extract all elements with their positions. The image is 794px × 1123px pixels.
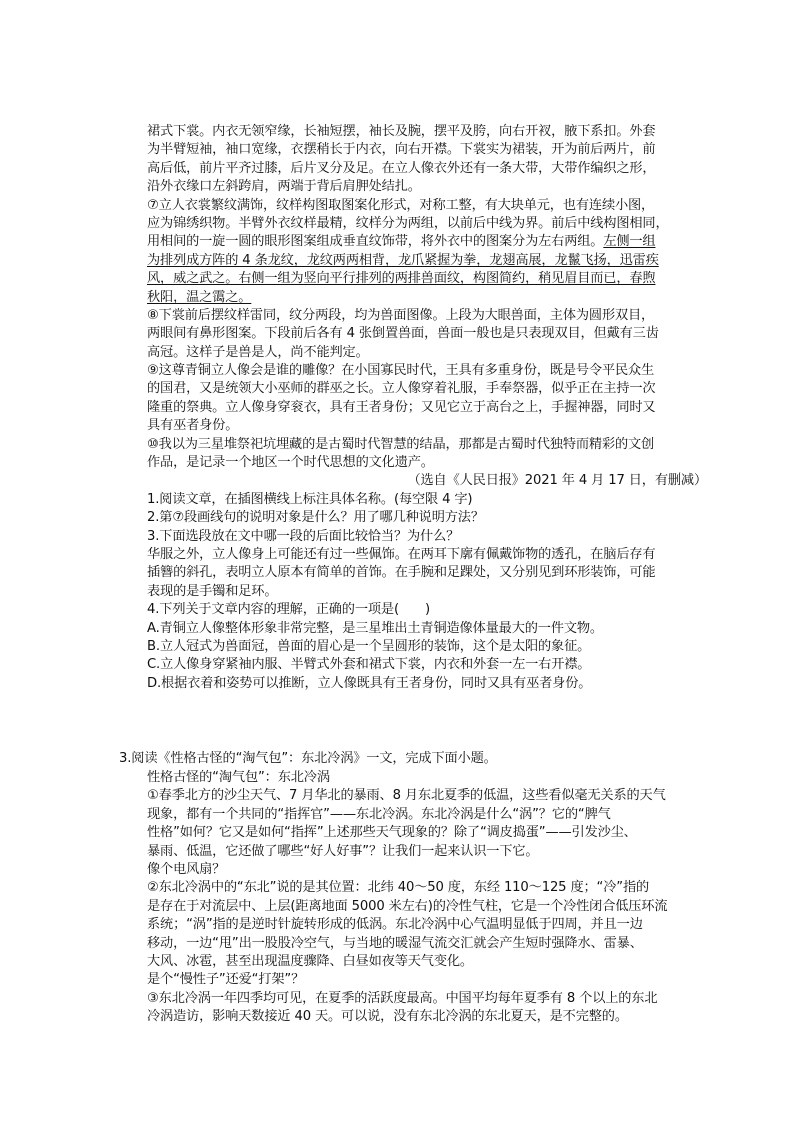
paragraph-8-line: 两眼间有鼻形图案。下段前后各有 4 张倒置兽面，兽面一般也是只表现双目，但戴有三齿 xyxy=(147,326,659,342)
paragraph-10-line: ⑩我以为三星堆祭祀坑埋藏的是古蜀时代智慧的结晶，那都是古蜀时代独特而精彩的文创 xyxy=(147,436,655,452)
paragraph-7-line xyxy=(147,252,707,270)
paragraph-10-line: 作品，是记录一个地区一个时代思想的文化遗产。 xyxy=(147,455,434,471)
option-line: D.根据衣着和姿势可以推断，立人像既具有王者身份，同时又具有巫者身份。 xyxy=(147,675,592,691)
paragraph-6-line: 沿外衣缘口左斜跨肩，两端于背后肩胛处结扎。 xyxy=(147,179,421,195)
paragraph-7-line xyxy=(147,270,707,288)
article-section-2 xyxy=(147,769,707,1026)
question-line: 2.第⑦段画线句的说明对象是什么？用了哪几种说明方法？ xyxy=(147,510,484,526)
paragraph-6-line: 裙式下裳。内衣无领窄缘，长袖短摆，袖长及腕，摆平及胯，向右开衩，腋下系扣。外套 xyxy=(147,124,656,139)
paragraph-2-line: ②东北冷涡中的“东北”说的是其位置：北纬 40～50 度，东经 110～125 度；“冷”指的 xyxy=(147,880,650,896)
underlined-sentence: 秋阳，温之霭之。 xyxy=(147,289,252,305)
paragraph-7-line xyxy=(147,289,707,307)
paragraph-2-line: 是存在于对流层中、上层(距离地面 5000 米左右)的冷性气柱，它是一个冷性闭合低压环流 xyxy=(147,898,668,914)
paragraph-8-line: 高冠。这样子是兽是人，尚不能判定。 xyxy=(147,344,369,360)
article-title: 性格古怪的“淘气包”：东北冷涡 xyxy=(147,770,330,785)
source-citation: （选自《人民日报》2021 年 4 月 17 日，有删减） xyxy=(407,473,707,489)
paragraph-9-line: 隆重的祭典。立人像身穿衮衣，具有王者身份；又见它立于高台之上，手握神器，同时又 xyxy=(147,399,656,415)
paragraph-1-line: 性格”如何？它又是如何“指挥”上述那些天气现象的？除了“调皮捣蛋”——引发沙尘、 xyxy=(147,825,637,841)
excerpt-line: 插簪的斜孔，表明立人原本有简单的首饰。在手腕和足踝处，又分别见到环形装饰，可能 xyxy=(147,565,656,581)
paragraph-7-line: 应为锦绣织物。半臂外衣纹样最精，纹样分为两组，以前后中线为界。前后中线构图相同， xyxy=(147,215,669,231)
paragraph-3-line: 冷涡造访，影响天数接近 40 天。可以说，没有东北冷涡的东北夏天，是不完整的。 xyxy=(147,1009,628,1025)
paragraph-2-line: 移动，一边“甩”出一股股冷空气，与当地的暖湿气流交汇就会产生短时强降水、雷暴、 xyxy=(147,935,643,951)
paragraph-1-line: ①春季北方的沙尘天气、7 月华北的暴雨、8 月东北夏季的低温，这些看似毫无关系的天气 xyxy=(147,788,666,804)
question-line: 4.下列关于文章内容的理解，正确的一项是( ) xyxy=(147,602,431,618)
subheading: 像个电风扇？ xyxy=(147,861,226,877)
paragraph-1-line: 现象，都有一个共同的“指挥官”——东北冷涡。东北冷涡是什么“涡”？它的“脾气 xyxy=(147,806,611,822)
option-line: C.立人像身穿紧袖内服、半臂式外套和裙式下裳，内衣和外套一左一右开襟。 xyxy=(147,657,591,673)
paragraph-9-line: 具有巫者身份。 xyxy=(147,418,239,434)
option-line: A.青铜立人像整体形象非常完整，是三星堆出土青铜造像体量最大的一件文物。 xyxy=(147,620,603,636)
underlined-sentence: 风，威之武之。右侧一组为竖向平行排列的两排兽面纹，构图简约，稍见眉目而已，春煦 xyxy=(147,271,656,287)
paragraph-7-line: ⑦立人衣裳繁纹满饰，纹样构图取图案化形式，对称工整，有大块单元，也有连续小图， xyxy=(147,197,655,213)
question-line: 3.下面选段放在文中哪一段的后面比较恰当？为什么？ xyxy=(147,528,460,544)
question-line: 1.阅读文章，在插图横线上标注具体名称。(每空限 4 字) xyxy=(147,491,473,507)
paragraph-1-line: 暴雨、低温，它还做了哪些“好人好事”？让我们一起来认识一下它。 xyxy=(147,843,539,859)
paragraph-7-text: 用相间的一旋一圆的眼形图案组成垂直纹饰带，将外衣中的图案分为左右两组。 xyxy=(147,234,604,250)
underlined-sentence: 左侧一组 xyxy=(603,234,656,250)
excerpt-line: 表现的是手镯和足环。 xyxy=(147,583,278,599)
paragraph-7-line xyxy=(147,233,707,251)
paragraph-2-line: 系统；“涡”指的是逆时针旋转形成的低涡。东北冷涡中心气温明显低于四周，并且一边 xyxy=(147,917,643,933)
underlined-sentence: 为排列成方阵的 4 条龙纹，龙纹两两相背，龙爪紧握为拳，龙翅高展，龙鬣飞扬，迅雷疾 xyxy=(147,252,659,268)
question-3-heading: 3.阅读《性格古怪的“淘气包”：东北冷涡》一文，完成下面小题。 xyxy=(119,751,497,766)
paragraph-9-line: 的国君，又是统领大小巫师的群巫之长。立人像穿着礼服，手奉祭器，似乎正在主持一次 xyxy=(147,381,656,397)
option-line: B.立人冠式为兽面冠，兽面的眉心是一个呈圆形的装饰，这个是太阳的象征。 xyxy=(147,638,591,654)
paragraph-2-line: 大风、冰雹，甚至出现温度骤降、白昼如夜等天气变化。 xyxy=(147,953,473,969)
subheading: 是个“慢性子”还爱“打架”？ xyxy=(147,972,305,988)
paragraph-6-line: 为半臂短袖，袖口宽缘，衣摆稍长于内衣，向右开襟。下裳实为裙装，开为前后两片，前 xyxy=(147,142,656,158)
article-section-1 xyxy=(147,123,707,693)
paragraph-8-line: ⑧下裳前后摆纹样雷同，纹分两段，均为兽面图像。上段为大眼兽面，主体为圆形双目， xyxy=(147,307,655,323)
paragraph-3-line: ③东北冷涡一年四季均可见，在夏季的活跃度最高。中国平均每年夏季有 8 个以上的东北 xyxy=(147,990,658,1006)
excerpt-line: 华服之外，立人像身上可能还有过一些佩饰。在两耳下廓有佩戴饰物的透孔，在脑后存有 xyxy=(147,546,656,562)
paragraph-6-line: 高后低，前片平齐过膝，后片叉分及足。在立人像衣外还有一条大带，大带作编织之形， xyxy=(147,160,656,176)
paragraph-9-line: ⑨这尊青铜立人像会是谁的雕像？在小国寡民时代，王具有多重身份，既是号令平民众生 xyxy=(147,363,655,379)
